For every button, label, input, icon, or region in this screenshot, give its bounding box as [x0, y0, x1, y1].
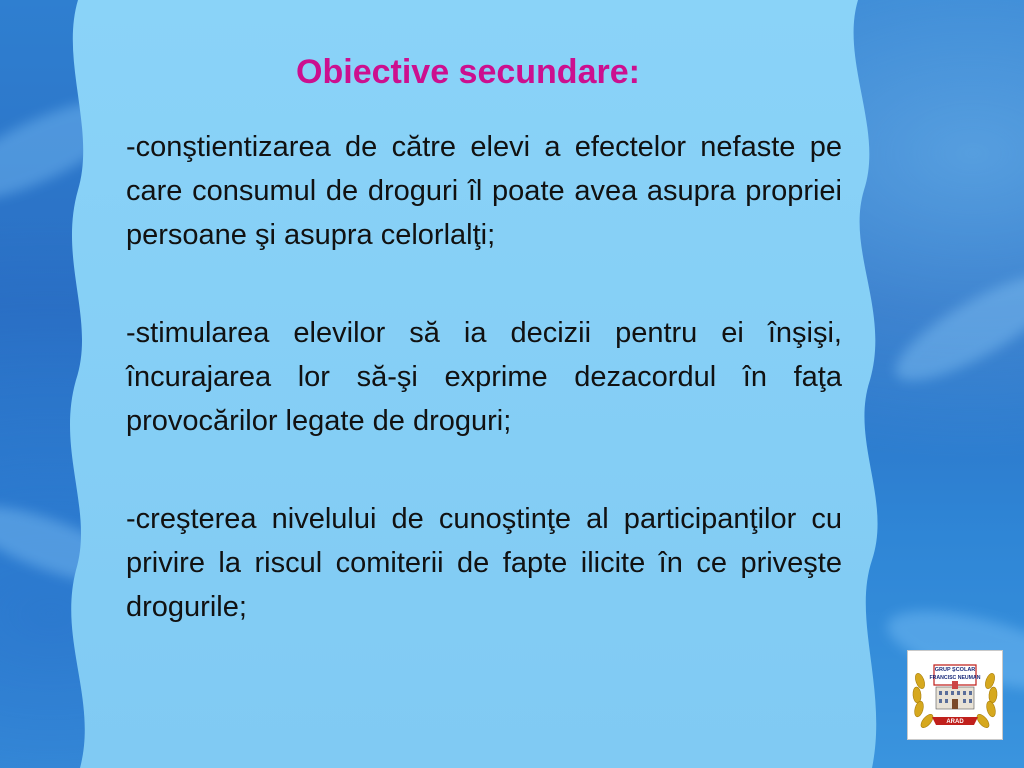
slide-content — [126, 125, 842, 629]
school-crest-icon — [908, 651, 1002, 739]
school-logo — [907, 650, 1003, 740]
logo-text-line3: ARAD — [946, 719, 964, 725]
logo-text-line1: GRUP ŞCOLAR — [934, 667, 976, 673]
objective-paragraph-1: -conştientizarea de către elevi a efectelor nefaste pe care consumul de droguri îl poate avea asupra propriei persoane şi asupra celorlalţi; — [126, 131, 842, 251]
logo-text-line2: FRANCISC NEUMAN — [929, 675, 981, 681]
objective-paragraph-2: -stimularea elevilor să ia decizii pentru ei înşişi, încurajarea lor să-şi exprime dezacordul în faţa provocărilor legate de droguri; — [126, 317, 842, 437]
objective-paragraph-3: -creşterea nivelului de cunoştinţe al participanţilor cu privire la riscul comiterii de fapte ilicite în ce priveşte drogurile; — [126, 503, 842, 623]
slide-title: Obiective secundare: — [296, 53, 640, 91]
